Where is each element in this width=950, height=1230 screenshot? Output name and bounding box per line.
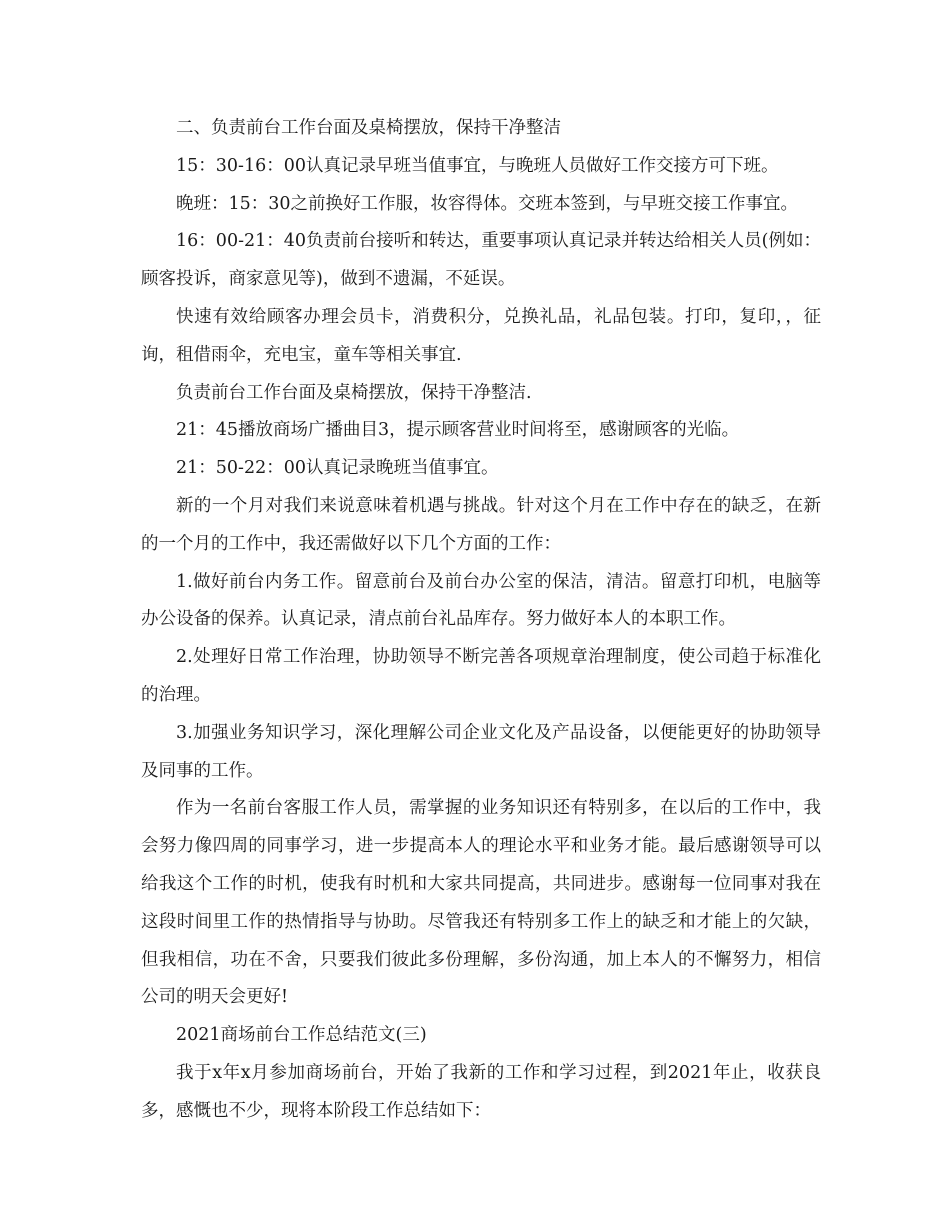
paragraph-5: 快速有效给顾客办理会员卡，消费积分，兑换礼品，礼品包装。打印，复印，，征询，租借雨伞，充电宝，童车等相关事宜. <box>141 306 821 365</box>
paragraph-11: 2.处理好日常工作治理，协助领导不断完善各项规章治理制度，使公司趋于标准化的治理。 <box>141 647 821 705</box>
document-body <box>141 110 821 1131</box>
paragraph-6: 负责前台工作台面及桌椅摆放，保持干净整洁. <box>176 382 532 403</box>
paragraph-1: 二、负责前台工作台面及桌椅摆放，保持干净整洁 <box>176 118 561 138</box>
paragraph-12: 3.加强业务知识学习，深化理解公司企业文化及产品设备，以便能更好的协助领导及同事的工作。 <box>141 722 821 781</box>
paragraph-15: 我于x年x月参加商场前台，开始了我新的工作和学习过程，到2021年止，收获良多，感慨也不少，现将本阶段工作总结如下： <box>141 1062 821 1121</box>
paragraph-3: 晚班：15：30之前换好工作服，妆容得体。交班本签到，与早班交接工作事宜。 <box>176 193 799 214</box>
paragraph-2: 15：30-16：00认真记录早班当值事宜，与晚班人员做好工作交接方可下班。 <box>176 155 779 176</box>
paragraph-8: 21：50-22：00认真记录晚班当值事宜。 <box>176 458 499 479</box>
paragraph-9: 新的一个月对我们来说意味着机遇与挑战。针对这个月在工作中存在的缺乏，在新的一个月的工作中，我还需做好以下几个方面的工作： <box>141 495 821 554</box>
paragraph-4: 16：00-21：40负责前台接听和转达，重要事项认真记录并转达给相关人员(例如：顾客投诉，商家意见等)，做到不遗漏，不延误。 <box>141 231 821 290</box>
paragraph-7: 21：45播放商场广播曲目3，提示顾客营业时间将至，感谢顾客的光临。 <box>176 420 740 441</box>
paragraph-10: 1.做好前台内务工作。留意前台及前台办公室的保洁，清洁。留意打印机，电脑等办公设备的保养。认真记录，清点前台礼品库存。努力做好本人的本职工作。 <box>141 571 821 630</box>
paragraph-13: 作为一名前台客服工作人员，需掌握的业务知识还有特别多，在以后的工作中，我会努力像四周的同事学习，进一步提高本人的理论水平和业务才能。最后感谢领导可以给我这个工作的时机，使我有时机和大家共同提高，共同进步。感谢每一位同事对我在这段时间里工作的热情指导与协助。尽管我还有特别多工作上的缺乏和才能上的欠缺，但我相信，功在不舍，只要我们彼此多份理解，多份沟通，加上本人的不懈努力，相信公司的明天会更好! <box>141 798 821 1008</box>
section-heading: 2021商场前台工作总结范文(三) <box>176 1025 427 1046</box>
